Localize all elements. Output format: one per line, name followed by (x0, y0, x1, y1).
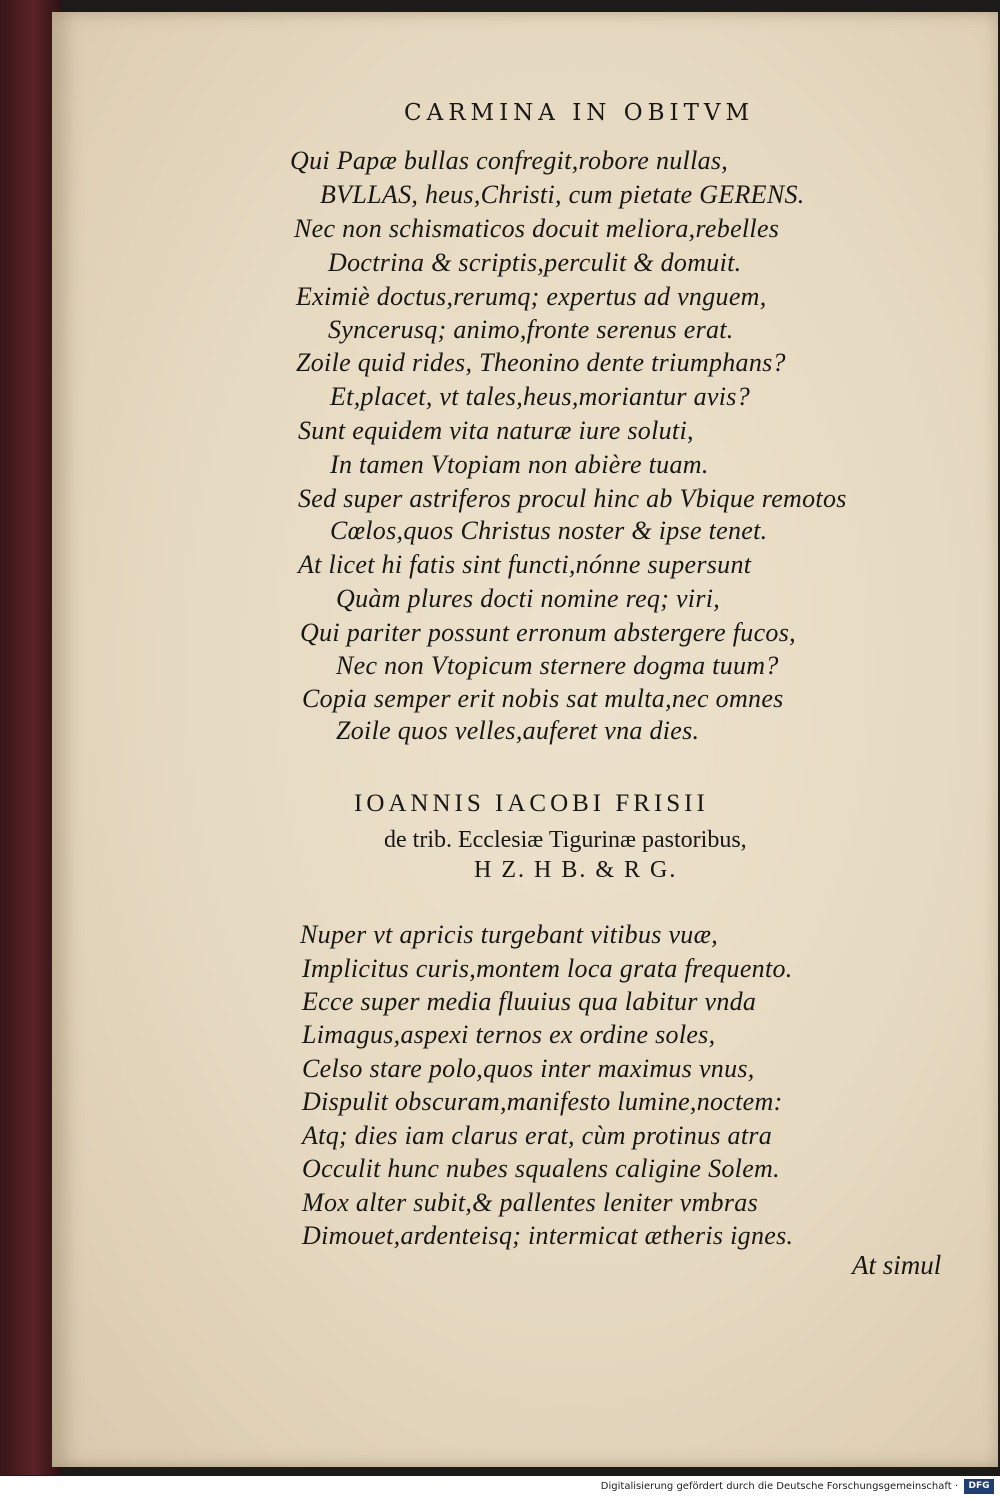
poem-line: Et,placet, vt tales,heus,moriantur avis? (330, 382, 751, 411)
poem-line: At licet hi fatis sint functi,nónne supersunt (298, 550, 752, 579)
catchword: At simul (852, 1250, 942, 1280)
poem-line: BVLLAS, heus,Christi, cum pietate GERENS. (320, 180, 805, 209)
poem-line: Qui Papæ bullas confregit,robore nullas, (290, 146, 729, 175)
poem-line: Quàm plures docti nomine req; viri, (336, 584, 721, 613)
poem-line: Sed super astriferos procul hinc ab Vbique remotos (298, 484, 847, 513)
poem-line: Limagus,aspexi ternos ex ordine soles, (302, 1020, 716, 1049)
poem-line: In tamen Vtopiam non abière tuam. (330, 450, 709, 479)
poem-line: Doctrina & scriptis,perculit & domuit. (328, 248, 742, 277)
poem-line: Dimouet,ardenteisq; intermicat ætheris ignes. (302, 1221, 794, 1250)
poem-line: Nec non Vtopicum sternere dogma tuum? (336, 651, 779, 680)
poem-line: Qui pariter possunt erronum abstergere fucos, (300, 618, 796, 647)
poem-line: Cœlos,quos Christus noster & ipse tenet. (330, 516, 768, 545)
poem-line: Zoile quid rides, Theonino dente triumphans? (296, 348, 786, 377)
poem-line: Occulit hunc nubes squalens caligine Solem. (302, 1154, 780, 1183)
poem-line: Atq; dies iam clarus erat, cùm protinus atra (302, 1121, 773, 1150)
section-initials: H Z. H B. & R G. (474, 857, 678, 883)
poem-line: Copia semper erit nobis sat multa,nec omnes (302, 684, 784, 713)
poem-line: Ecce super media fluuius qua labitur vnda (302, 987, 757, 1016)
poem-line: Nuper vt apricis turgebant vitibus vuæ, (300, 920, 719, 949)
poem-line: Celso stare polo,quos inter maximus vnus, (302, 1054, 755, 1083)
poem-line: Dispulit obscuram,manifesto lumine,noctem: (302, 1087, 783, 1116)
section-subtitle: de trib. Ecclesiæ Tigurinæ pastoribus, (384, 827, 747, 853)
poem-line: Mox alter subit,& pallentes leniter vmbras (302, 1188, 758, 1217)
footer-credit: Digitalisierung gefördert durch die Deutsche Forschungsgemeinschaft · (600, 1481, 958, 1492)
poem-line: Sunt equidem vita naturæ iure soluti, (298, 416, 694, 445)
section-author: IOANNIS IACOBI FRISII (354, 790, 709, 817)
poem-line: Nec non schismaticos docuit meliora,rebelles (294, 214, 780, 243)
poem-line: Eximiè doctus,rerumq; expertus ad vnguem, (296, 282, 767, 311)
poem-line: Zoile quos velles,auferet vna dies. (336, 716, 700, 745)
poem-line: Implicitus curis,montem loca grata frequento. (302, 954, 793, 983)
poem-line: Syncerusq; animo,fronte serenus erat. (328, 315, 734, 344)
dfg-logo-icon: DFG (964, 1479, 994, 1494)
running-head: CARMINA IN OBITVM (404, 100, 755, 126)
